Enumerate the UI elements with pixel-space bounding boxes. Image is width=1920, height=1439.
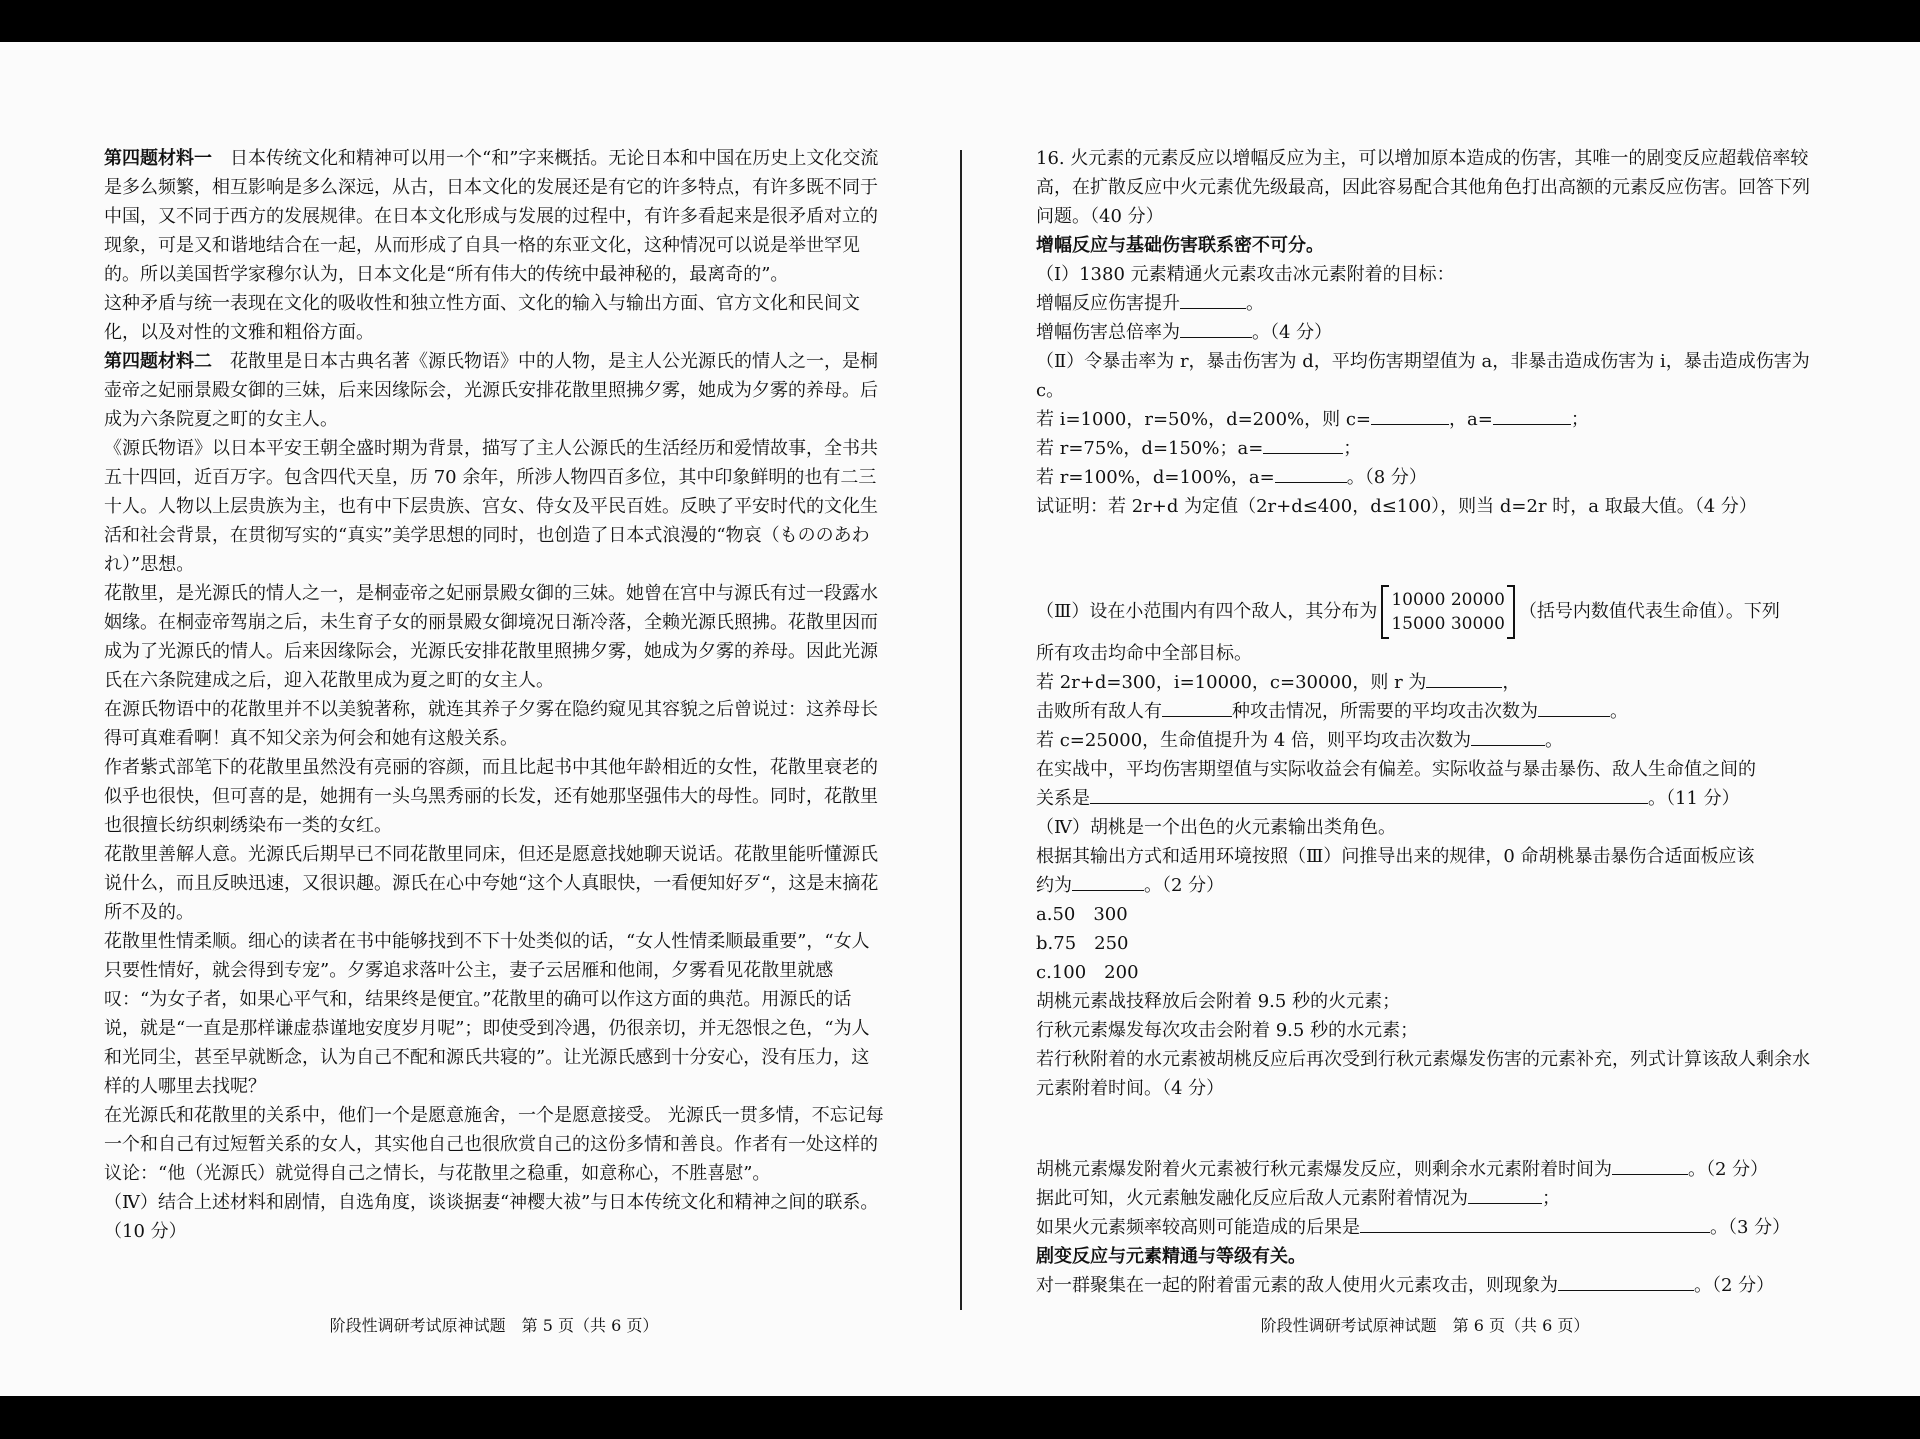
part-ii-3a: 若 r=100%，d=100%，a= (1036, 467, 1275, 488)
material-two (104, 347, 884, 434)
matrix-row-1: 10000 20000 (1391, 590, 1505, 610)
answer-blank[interactable] (1538, 698, 1610, 717)
part-i-a-end: 。 (1246, 293, 1264, 314)
part-ii-stem: （Ⅱ）令暴击率为 r，暴击伤害为 d，平均伤害期望值为 a，非暴击造成伤害为 i，暴击造成伤害为 c。 (1036, 351, 1810, 401)
question-iv: （Ⅳ）结合上述材料和剧情，自选角度，谈谈据妻“神樱大祓”与日本传统文化和精神之间的联系。（10 分） (104, 1192, 879, 1242)
part-iv-8b: 。（3 分） (1710, 1217, 1791, 1238)
part-ii-2b: ； (1343, 438, 1362, 459)
part-ii-proof: 试证明：若 2r+d 为定值（2r+d≤400，d≤100），则当 d=2r 时，a 取最大值。（4 分） (1036, 496, 1757, 517)
answer-blank[interactable] (1162, 698, 1232, 717)
enemy-matrix (1381, 585, 1515, 639)
material-two-p7: 花散里性情柔顺。细心的读者在书中能够找到不下十处类似的话，“女人性情柔顺最重要”，“女人只要性情好，就会得到专宠”。夕雾追求落叶公主，妻子云居雁和他闹，夕雾看见花散里就感叹：“为女子者，如果心平气和，结果终是便宜。”花散里的确可以作这方面的典范。用源氏的话说，就是“一直是那样谦虚恭谨地安度岁月呢”；即使受到冷遇，仍很亲切，并无怨恨之色，“为人和光同尘，甚至早就断念，认为自己不配和源氏共寝的”。让光源氏感到十分安心，没有压力，这样的人哪里去找呢？ (104, 931, 870, 1097)
question-16 (1036, 144, 1826, 231)
material-two-label: 第四题材料二 (104, 351, 212, 372)
part-iv-8a: 如果火元素频率较高则可能造成的后果是 (1036, 1217, 1360, 1238)
last-question (1036, 1271, 1826, 1300)
part-iii-3a: 若 c=25000，生命值提升为 4 倍，则平均攻击次数为 (1036, 730, 1472, 751)
part-iv-2b: 。（2 分） (1144, 875, 1225, 896)
material-two-p8: 在光源氏和花散里的关系中，他们一个是愿意施舍，一个是愿意接受。 光源氏一贯多情，不忘记每一个和自己有过短暂关系的女人，其实他自己也很欣赏自己的这份多情和善良。作者有一处这样的议论：“他（光源氏）就觉得自己之情长，与花散里之稳重，如意称心，不胜喜慰”。 (104, 1105, 884, 1184)
answer-blank[interactable] (1072, 872, 1144, 891)
work-space (1036, 1103, 1826, 1155)
material-one-p2: 这种矛盾与统一表现在文化的吸收性和独立性方面、文化的输入与输出方面、官方文化和民间文化，以及对性的文雅和粗俗方面。 (104, 293, 860, 343)
option-c: c.100 200 (1036, 962, 1139, 983)
part-iii-5b: 。（11 分） (1648, 788, 1740, 809)
answer-blank[interactable] (1360, 1214, 1710, 1233)
part-iv-7a: 据此可知，火元素触发融化反应后敌人元素附着情况为 (1036, 1188, 1468, 1209)
page-6-footer: 阶段性调研考试原神试题 第 6 页（共 6 页） (1260, 1316, 1590, 1335)
part-iii-3b: 。 (1545, 730, 1564, 751)
heading-transform: 剧变反应与元素精通与等级有关。 (1036, 1246, 1306, 1267)
material-two-p2: 《源氏物语》以日本平安王朝全盛时期为背景，描写了主人公源氏的生活经历和爱情故事，全书共五十四回，近百万字。包含四代天皇，历 70 余年，所涉人物四百多位，其中印象鲜明的也有二三十人。人物以上层贵族为主，也有中下层贵族、宫女、侍女及平民百姓。反映了平安时代的文化生活和社会背景，在贯彻写实的“真实”美学思想的同时，也创造了日本式浪漫的“物哀（もののあわれ）”思想。 (104, 438, 878, 575)
material-two-text: 花散里是日本古典名著《源氏物语》中的人物，是主人公光源氏的情人之一，是桐壶帝之妃丽景殿女御的三妹，后来因缘际会，光源氏安排花散里照拂夕雾，她成为夕雾的养母。后成为六条院夏之町的女主人。 (104, 351, 878, 430)
part-iii-5 (1036, 784, 1826, 813)
part-iii-2a: 击败所有敌人有 (1036, 701, 1162, 722)
answer-blank[interactable] (1612, 1156, 1688, 1175)
part-iv-7b: ； (1542, 1188, 1560, 1209)
part-iii-line2: 所有攻击均命中全部目标。 (1036, 643, 1252, 664)
answer-blank[interactable] (1180, 290, 1246, 309)
answer-blank[interactable] (1090, 785, 1648, 804)
part-i-b-end: 。（4 分） (1252, 322, 1333, 343)
matrix-rows (1389, 588, 1507, 636)
last-question-end: 。（2 分） (1694, 1275, 1775, 1296)
matrix-row-2: 15000 30000 (1391, 614, 1505, 634)
part-iv-4: 行秋元素爆发每次攻击会附着 9.5 秒的水元素； (1036, 1020, 1419, 1041)
part-ii-3b: 。（8 分） (1346, 467, 1427, 488)
part-i-stem: （Ⅰ）1380 元素精通火元素攻击冰元素附着的目标： (1036, 264, 1455, 285)
column-divider (960, 150, 962, 1310)
part-iii-pre: （Ⅲ）设在小范围内有四个敌人，其分布为 (1036, 601, 1378, 622)
part-iii-1 (1036, 668, 1826, 697)
matrix-left-bracket (1381, 585, 1389, 639)
answer-blank[interactable] (1275, 464, 1347, 483)
part-ii-1c: ； (1570, 409, 1589, 430)
part-ii-2 (1036, 434, 1826, 463)
part-ii-2a: 若 r=75%，d=150%；a= (1036, 438, 1264, 459)
part-iv-6b: 。（2 分） (1688, 1159, 1769, 1180)
material-two-p6: 花散里善解人意。光源氏后期早已不同花散里同床，但还是愿意找她聊天说话。花散里能听懂源氏说什么，而且反映迅速，又很识趣。源氏在心中夸她“这个人真眼快，一看便知好歹“，这是末摘花所不及的。 (104, 844, 879, 923)
option-a: a.50 300 (1036, 904, 1128, 925)
part-iv-6a: 胡桃元素爆发附着火元素被行秋元素爆发反应，则剩余水元素附着时间为 (1036, 1159, 1612, 1180)
part-iii-stem (1036, 585, 1826, 639)
answer-blank[interactable] (1371, 406, 1449, 425)
part-iii-4: 在实战中，平均伤害期望值与实际收益会有偏差。实际收益与暴击暴伤、敌人生命值之间的 (1036, 759, 1756, 780)
material-one-text: 日本传统文化和精神可以用一个“和”字来概括。无论日本和中国在历史上文化交流是多么频繁，相互影响是多么深远，从古，日本文化的发展还是有它的许多特点，有许多既不同于中国，又不同于西方的发展规律。在日本文化形成与发展的过程中，有许多看起来是很矛盾对立的现象，可是又和谐地结合在一起，从而形成了自具一格的东亚文化，这种情况可以说是举世罕见的。所以美国哲学家穆尔认为，日本文化是“所有伟大的传统中最神秘的，最离奇的”。 (104, 148, 879, 285)
answer-blank[interactable] (1493, 406, 1571, 425)
part-ii-1 (1036, 405, 1826, 434)
part-iv-2 (1036, 871, 1826, 900)
top-black-band (0, 0, 1920, 42)
page-6-column (1036, 144, 1826, 1300)
part-iii-2b: 种攻击情况，所需要的平均攻击次数为 (1232, 701, 1538, 722)
part-iii-post: （括号内数值代表生命值）。下列 (1518, 601, 1780, 622)
part-ii-1a: 若 i=1000，r=50%，d=200%，则 c= (1036, 409, 1372, 430)
material-two-p3: 花散里，是光源氏的情人之一，是桐壶帝之妃丽景殿女御的三妹。她曾在宫中与源氏有过一段露水姻缘。在桐壶帝驾崩之后，未生育子女的丽景殿女御境况日渐冷落，全赖光源氏照拂。花散里因而成为了光源氏的情人。后来因缘际会，光源氏安排花散里照拂夕雾，她成为夕雾的养母。因此光源氏在六条院建成之后，迎入花散里成为夏之町的女主人。 (104, 583, 878, 691)
answer-blank[interactable] (1471, 727, 1545, 746)
part-iii-2c: 。 (1610, 701, 1628, 722)
option-b: b.75 250 (1036, 933, 1129, 954)
part-iv-2a: 约为 (1036, 875, 1072, 896)
heading-amplify: 增幅反应与基础伤害联系密不可分。 (1036, 235, 1324, 256)
bottom-black-band (0, 1396, 1920, 1439)
part-iv-stem: （Ⅳ）胡桃是一个出色的火元素输出类角色。 (1036, 817, 1396, 838)
material-two-p5: 作者紫式部笔下的花散里虽然没有亮丽的容颜，而且比起书中其他年龄相近的女性，花散里衰老的似乎也很快，但可喜的是，她拥有一头乌黑秀丽的长发，还有她那坚强伟大的母性。同时，花散里也很擅长纺织刺绣染布一类的女红。 (104, 757, 878, 836)
last-question-text: 对一群聚集在一起的附着雷元素的敌人使用火元素攻击，则现象为 (1036, 1275, 1558, 1296)
part-iv-3: 胡桃元素战技释放后会附着 9.5 秒的火元素； (1036, 991, 1401, 1012)
answer-blank[interactable] (1468, 1185, 1542, 1204)
work-space (1036, 521, 1826, 585)
part-iv-6 (1036, 1155, 1826, 1184)
part-i-a (1036, 289, 1826, 318)
matrix-right-bracket (1507, 585, 1515, 639)
part-iv-1: 根据其输出方式和适用环境按照（Ⅲ）问推导出来的规律，0 命胡桃暴击暴伤合适面板应该 (1036, 846, 1755, 867)
page-5-column (104, 144, 884, 1246)
part-ii-3 (1036, 463, 1826, 492)
part-iii-5a: 关系是 (1036, 788, 1090, 809)
part-iii-2 (1036, 697, 1826, 726)
part-iv-8 (1036, 1213, 1826, 1242)
part-i-a-text: 增幅反应伤害提升 (1036, 293, 1180, 314)
part-iv-7 (1036, 1184, 1826, 1213)
answer-blank[interactable] (1263, 435, 1343, 454)
material-one (104, 144, 884, 289)
page-5-footer: 阶段性调研考试原神试题 第 5 页（共 6 页） (329, 1316, 659, 1335)
material-two-p4: 在源氏物语中的花散里并不以美貌著称，就连其养子夕雾在隐约窥见其容貌之后曾说过：这养母长得可真难看啊！真不知父亲为何会和她有这般关系。 (104, 699, 878, 749)
answer-blank[interactable] (1180, 319, 1252, 338)
part-iii-1a: 若 2r+d=300，i=10000，c=30000，则 r 为 (1036, 672, 1427, 693)
question-16-text: 16. 火元素的元素反应以增幅反应为主，可以增加原本造成的伤害，其唯一的剧变反应超载倍率较高，在扩散反应中火元素优先级最高，因此容易配合其他角色打出高额的元素反应伤害。回答下列问题。（40 分） (1036, 148, 1810, 227)
answer-blank[interactable] (1558, 1272, 1694, 1291)
part-ii-1b: ，a= (1449, 409, 1493, 430)
part-iii-1b: ， (1502, 672, 1521, 693)
answer-blank[interactable] (1426, 669, 1502, 688)
part-i-b (1036, 318, 1826, 347)
part-iii-3 (1036, 726, 1826, 755)
material-one-label: 第四题材料一 (104, 148, 212, 169)
part-iv-5: 若行秋附着的水元素被胡桃反应后再次受到行秋元素爆发伤害的元素补充，列式计算该敌人剩余水元素附着时间。（4 分） (1036, 1049, 1810, 1099)
part-i-b-text: 增幅伤害总倍率为 (1036, 322, 1180, 343)
